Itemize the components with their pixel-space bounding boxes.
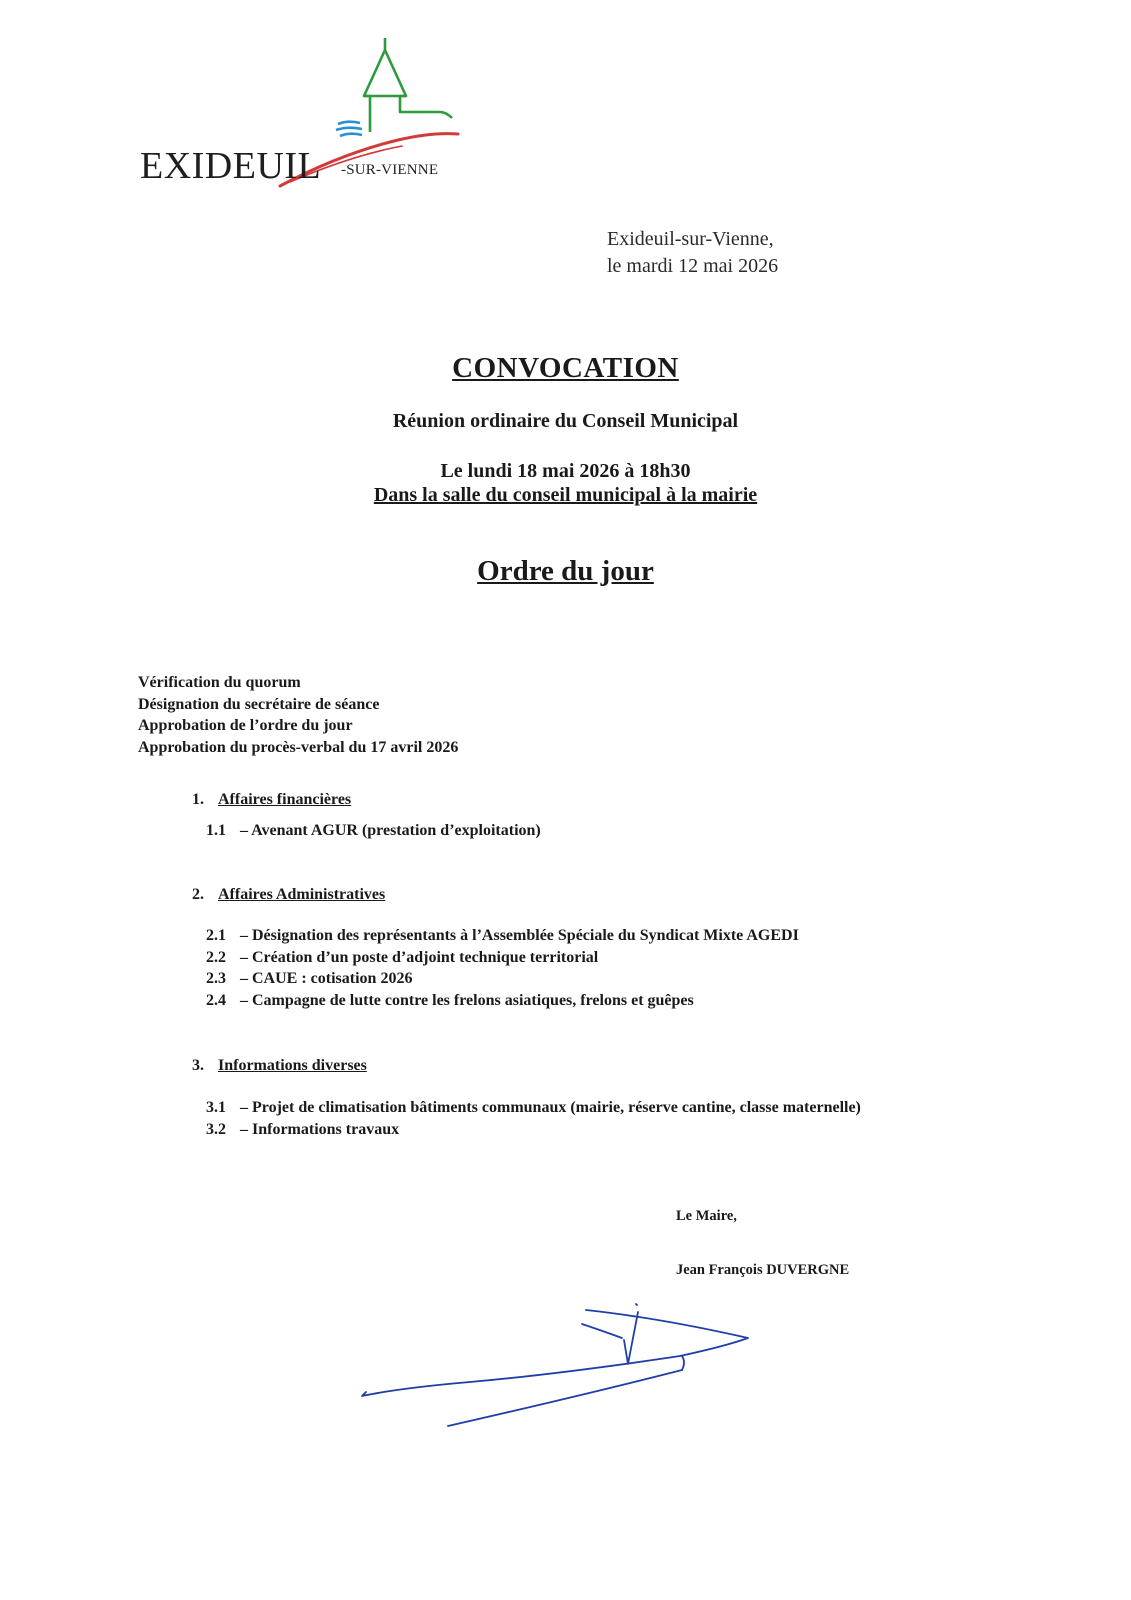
preliminaries-list — [138, 672, 458, 758]
section-items-administrative — [206, 925, 799, 1011]
item-text: – Désignation des représentants à l’Assemblée Spéciale du Syndicat Mixte AGEDI — [240, 927, 799, 944]
list-item: Désignation du secrétaire de séance — [138, 695, 380, 713]
section-items-finance — [206, 820, 541, 842]
section-title: Affaires financières — [218, 791, 352, 808]
item-number: 2.2 — [206, 948, 226, 966]
item-text: – Avenant AGUR (prestation d’exploitation) — [240, 822, 541, 839]
section-number: 2. — [192, 886, 204, 903]
signatory-role: Le Maire, — [676, 1208, 737, 1224]
section-number: 1. — [192, 791, 204, 808]
item-number: 2.1 — [206, 927, 226, 944]
item-text: – Informations travaux — [240, 1120, 400, 1138]
section-title: Affaires Administratives — [218, 886, 386, 903]
list-item: Approbation de l’ordre du jour — [138, 717, 353, 734]
signatory-name: Jean François DUVERGNE — [676, 1262, 850, 1278]
list-item — [206, 947, 799, 969]
item-number: 3.1 — [206, 1099, 226, 1116]
list-item — [206, 925, 799, 947]
list-item — [206, 1119, 861, 1141]
list-item: Approbation du procès-verbal du 17 avril 2026 — [138, 738, 459, 756]
document-title: CONVOCATION — [452, 352, 679, 384]
meeting-date: Le lundi 18 mai 2026 à 18h30 — [440, 460, 691, 482]
section-heading-miscellaneous — [192, 1057, 367, 1075]
section-heading-finance — [192, 791, 351, 809]
section-heading-administrative — [192, 886, 385, 904]
logo-name-suffix: -SUR-VIENNE — [341, 162, 439, 178]
item-number: 1.1 — [206, 822, 226, 839]
item-text: – Projet de climatisation bâtiments communaux (mairie, réserve cantine, classe maternelle) — [240, 1099, 861, 1116]
list-item — [206, 820, 541, 842]
item-number: 2.3 — [206, 970, 226, 987]
item-number: 3.2 — [206, 1120, 226, 1138]
list-item: Vérification du quorum — [138, 674, 301, 691]
place: Exideuil-sur-Vienne, — [607, 228, 774, 250]
list-item — [206, 990, 799, 1012]
agenda-title: Ordre du jour — [477, 555, 654, 587]
section-items-miscellaneous — [206, 1097, 861, 1140]
item-text: – Campagne de lutte contre les frelons asiatiques, frelons et guêpes — [240, 991, 694, 1009]
logo-name-main: EXIDEUIL — [140, 145, 322, 187]
signature-icon — [360, 1300, 780, 1460]
place-and-date — [607, 226, 778, 280]
section-title: Informations diverses — [218, 1057, 367, 1074]
date: le mardi 12 mai 2026 — [607, 255, 779, 277]
handwritten-signature — [360, 1300, 780, 1465]
town-logo — [140, 36, 470, 196]
list-item — [206, 1097, 861, 1119]
list-item — [206, 968, 799, 990]
meeting-place: Dans la salle du conseil municipal à la mairie — [373, 484, 758, 506]
item-number: 2.4 — [206, 991, 226, 1009]
meeting-type: Réunion ordinaire du Conseil Municipal — [392, 410, 739, 432]
section-number: 3. — [192, 1057, 204, 1074]
item-text: – Création d’un poste d’adjoint technique territorial — [240, 948, 599, 966]
item-text: – CAUE : cotisation 2026 — [240, 970, 413, 987]
